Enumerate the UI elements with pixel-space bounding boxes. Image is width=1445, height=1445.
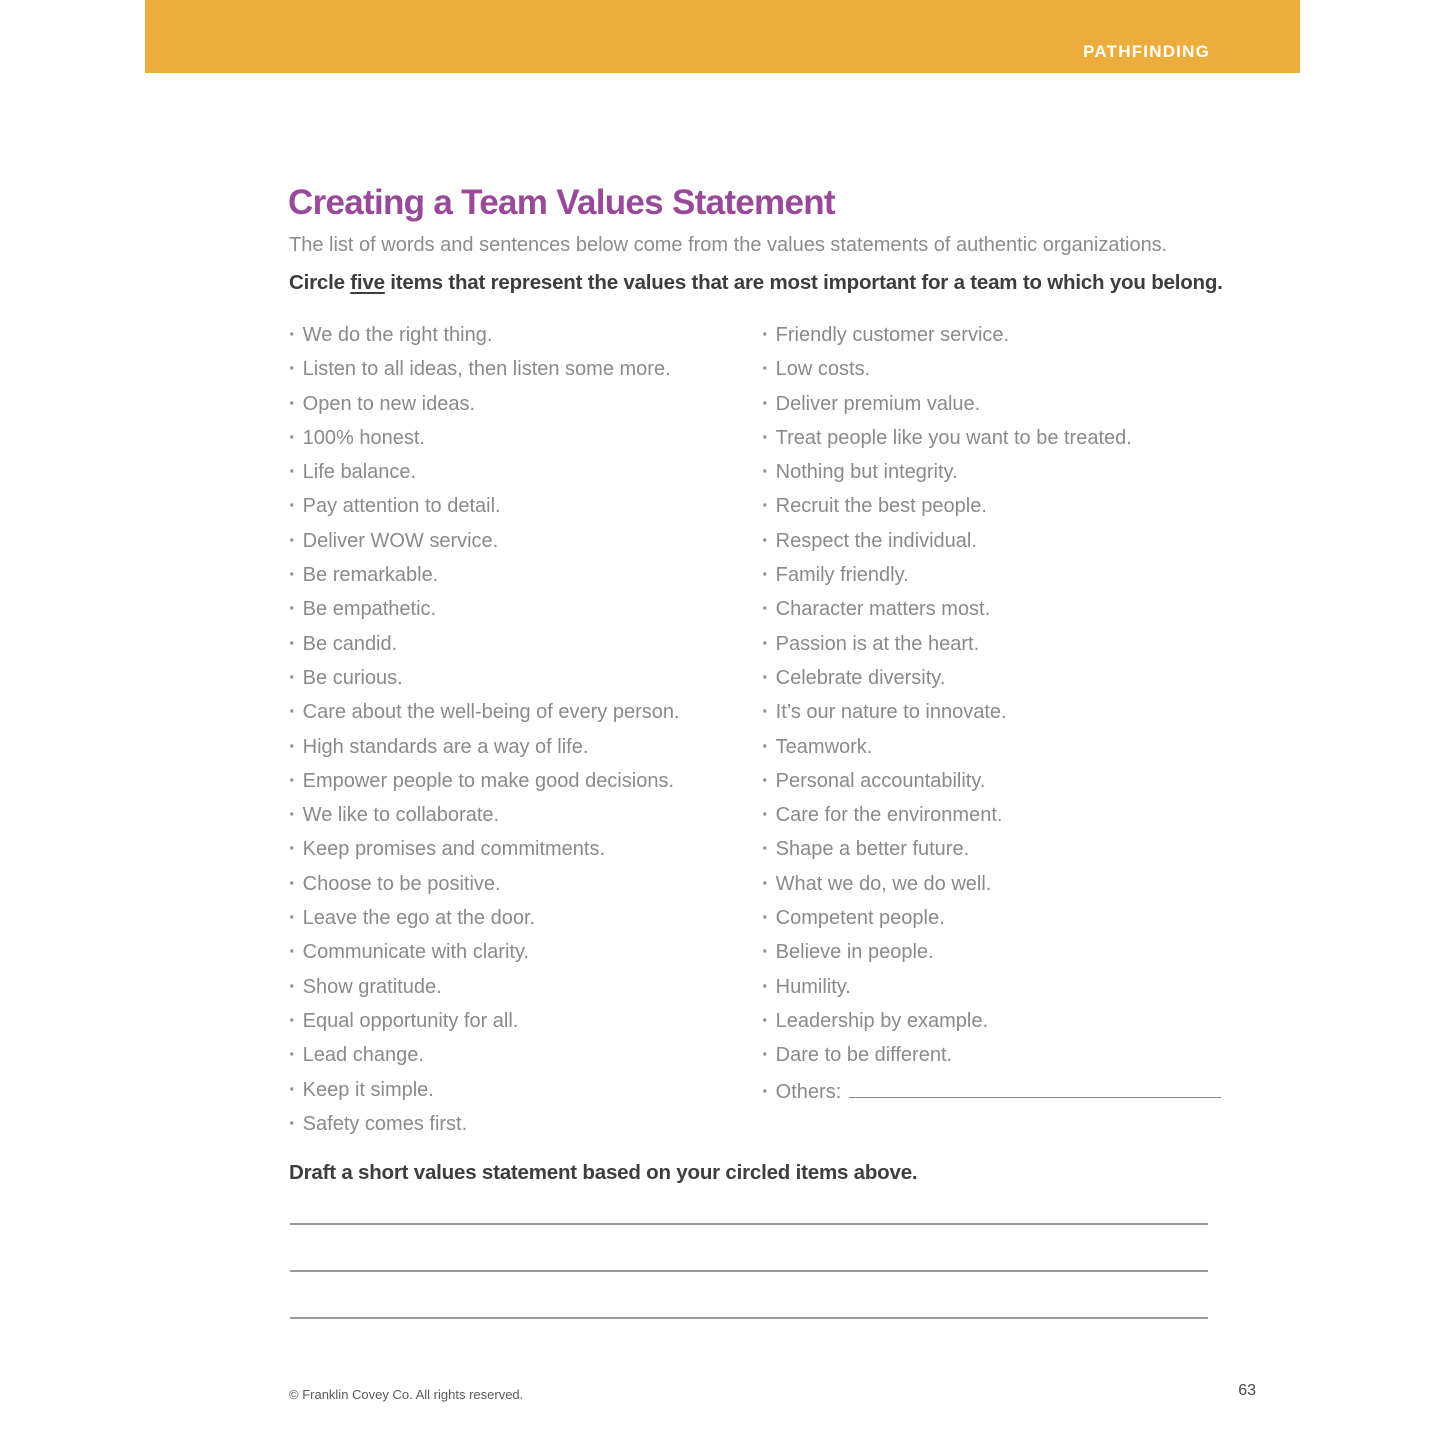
instruction-text [289,271,1223,295]
list-item: · We do the right thing. [289,318,762,352]
others-label: · Others: [775,1080,842,1103]
pathfinding-banner [145,0,1300,73]
list-item: · Believe in people. [762,935,1221,969]
list-item: · High standards are a way of life. [289,730,762,764]
list-item: · Humility. [762,970,1221,1004]
others-item [762,1073,1221,1109]
draft-write-line-2[interactable] [290,1270,1208,1272]
list-item: · Teamwork. [762,730,1221,764]
list-item: · Care about the well-being of every person. [289,695,762,729]
list-item: · Pay attention to detail. [289,489,762,523]
list-item: · Family friendly. [762,558,1221,592]
draft-prompt: Draft a short values statement based on your circled items above. [289,1161,918,1184]
list-item: · Lead change. [289,1038,762,1072]
list-item: · Shape a better future. [762,832,1221,866]
list-item: · Show gratitude. [289,970,762,1004]
list-item: · Keep promises and commitments. [289,832,762,866]
instruction-prefix: Circle [289,271,351,294]
list-item: · Leadership by example. [762,1004,1221,1038]
list-item: · Celebrate diversity. [762,661,1221,695]
list-item: · Care for the environment. [762,798,1221,832]
list-item: · Be curious. [289,661,762,695]
list-item: · Competent people. [762,901,1221,935]
list-item: · Friendly customer service. [762,318,1221,352]
list-item: · Personal accountability. [762,764,1221,798]
draft-write-line-1[interactable] [290,1223,1208,1225]
others-write-line[interactable] [849,1073,1221,1098]
list-item: · Dare to be different. [762,1038,1221,1072]
list-item: · Choose to be positive. [289,867,762,901]
list-item: · Treat people like you want to be treated. [762,421,1221,455]
list-item: · What we do, we do well. [762,867,1221,901]
page-title: Creating a Team Values Statement [288,183,835,222]
list-item: · Listen to all ideas, then listen some more. [289,352,762,386]
values-list-right [762,318,1221,1073]
list-item: · Be remarkable. [289,558,762,592]
list-item: · Recruit the best people. [762,489,1221,523]
intro-text: The list of words and sentences below come from the values statements of authentic organizations. [289,234,1168,256]
list-item: · Character matters most. [762,592,1221,626]
list-item: · Open to new ideas. [289,387,762,421]
list-item: · Be candid. [289,627,762,661]
list-item: · Deliver premium value. [762,387,1221,421]
list-item: · Life balance. [289,455,762,489]
list-item: · Empower people to make good decisions. [289,764,762,798]
list-item: · Leave the ego at the door. [289,901,762,935]
footer-copyright: © Franklin Covey Co. All rights reserved. [289,1387,524,1402]
values-list-left [289,318,762,1141]
draft-write-line-3[interactable] [290,1317,1208,1319]
list-item: · Passion is at the heart. [762,627,1221,661]
banner-label: PATHFINDING [1083,42,1210,61]
list-item: · Be empathetic. [289,592,762,626]
list-item: · Communicate with clarity. [289,935,762,969]
values-column-right [762,318,1221,1141]
values-columns [289,318,1209,1141]
footer-page-number: 63 [1238,1382,1256,1399]
list-item: · We like to collaborate. [289,798,762,832]
list-item: · 100% honest. [289,421,762,455]
list-item: · Equal opportunity for all. [289,1004,762,1038]
list-item: · It’s our nature to innovate. [762,695,1221,729]
list-item: · Safety comes first. [289,1107,762,1141]
list-item: · Deliver WOW service. [289,524,762,558]
list-item: · Low costs. [762,352,1221,386]
list-item: · Respect the individual. [762,524,1221,558]
list-item: · Nothing but integrity. [762,455,1221,489]
instruction-suffix: items that represent the values that are most important for a team to which you belong. [384,271,1223,294]
instruction-underlined-word: five [350,271,385,294]
list-item: · Keep it simple. [289,1073,762,1107]
values-column-left [289,318,762,1141]
